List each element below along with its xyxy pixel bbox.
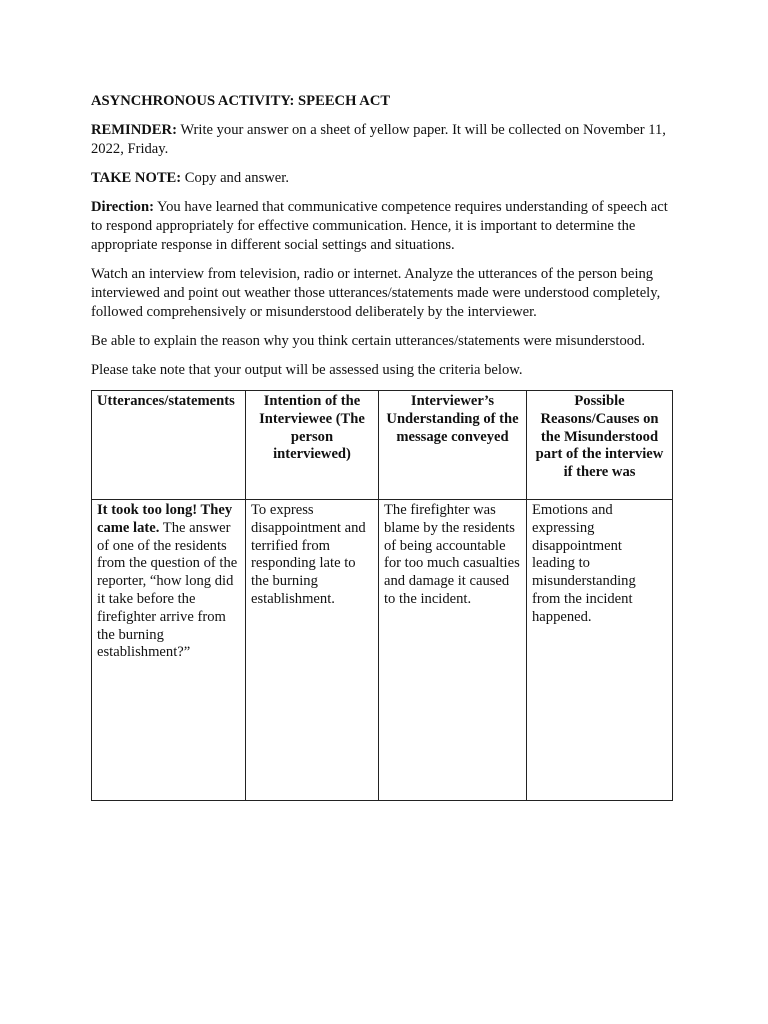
reminder-label: REMINDER: (91, 122, 177, 138)
watch-paragraph: Watch an interview from television, radio or internet. Analyze the utterances of the person being interviewed and point out weather those utterances/statements made were understood completely, followed comprehensively or misunderstood deliberately by the interviewer. (91, 266, 661, 320)
criteria-table (91, 390, 673, 801)
table-header-row (92, 391, 673, 500)
cell-understanding: The firefighter was blame by the residents of being accountable for too much casualties and damage it caused to the incident. (379, 500, 527, 801)
take-note-text: Copy and answer. (181, 170, 289, 186)
table-row (92, 500, 673, 801)
header-utterances: Utterances/statements (92, 391, 246, 500)
direction-text: You have learned that communicative competence requires understanding of speech act to respond appropriately for effective communication. Hence, it is important to determine the appropriate response in different social settings and situations. (91, 199, 668, 253)
cell-reasons: Emotions and expressing disappointment leading to misunderstanding from the incident happened. (527, 500, 673, 801)
header-intention: Intention of the Interviewee (The person interviewed) (246, 391, 379, 500)
take-note-paragraph (91, 169, 677, 188)
utterance-bold: It took too long! They came late. (97, 502, 233, 536)
reminder-paragraph (91, 121, 677, 159)
document-page (91, 92, 677, 801)
document-title: ASYNCHRONOUS ACTIVITY: SPEECH ACT (91, 93, 391, 109)
criteria-paragraph: Please take note that your output will be assessed using the criteria below. (91, 362, 523, 378)
direction-paragraph (91, 198, 677, 255)
cell-utterance (92, 500, 246, 801)
reminder-text: Write your answer on a sheet of yellow paper. It will be collected on November 11, 2022, Friday. (91, 122, 666, 157)
take-note-label: TAKE NOTE: (91, 170, 182, 186)
direction-label: Direction: (91, 199, 154, 215)
utterance-text: The answer of one of the residents from the question of the reporter, “how long did it take before the firefighter arrive from the burning establishment?” (97, 519, 238, 661)
header-understanding: Interviewer’s Understanding of the message conveyed (379, 391, 527, 500)
cell-intention: To express disappointment and terrified from responding late to the burning establishment. (246, 500, 379, 801)
header-reasons: Possible Reasons/Causes on the Misunderstood part of the interview if there was (527, 391, 673, 500)
explain-paragraph: Be able to explain the reason why you think certain utterances/statements were misunderstood. (91, 333, 645, 349)
